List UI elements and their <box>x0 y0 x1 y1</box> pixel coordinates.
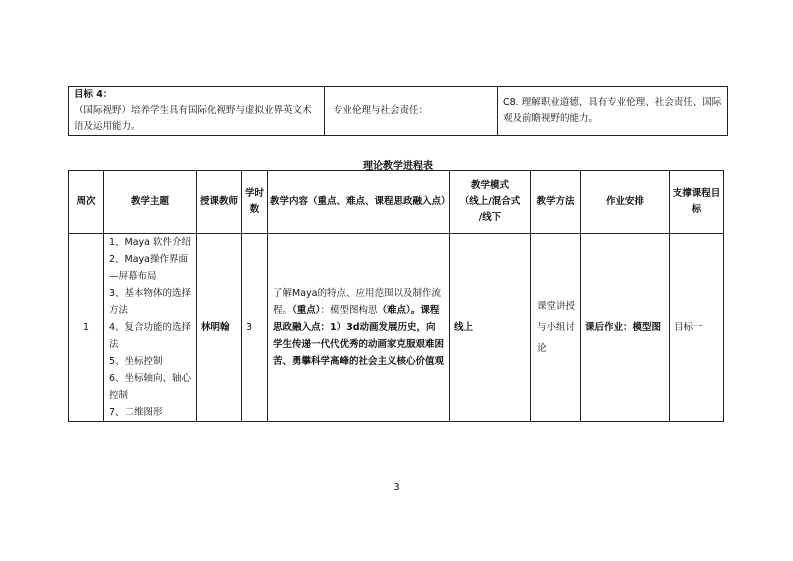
header-content: 教学内容（重点、难点、课程思政融入点） <box>268 171 450 234</box>
header-week: 周次 <box>69 171 104 234</box>
page-number: 3 <box>393 482 400 493</box>
goal-middle: 专业伦理与社会责任： <box>325 87 498 136</box>
header-method: 教学方法 <box>531 171 581 234</box>
cell-topics <box>104 234 197 422</box>
header-hours: 学时数 <box>242 171 268 234</box>
topic-item: 6、坐标轴向、轴心控制 <box>109 373 192 401</box>
schedule-header-row <box>69 171 724 234</box>
goal-text: （国际视野）培养学生具有国际化视野与虚拟业界英文术语及运用能力。 <box>74 105 312 132</box>
header-homework: 作业安排 <box>581 171 670 234</box>
content-key-mid: ：模型图构思 <box>320 305 378 316</box>
schedule-title: 理论教学进程表 <box>363 161 433 172</box>
goal-cell <box>69 87 325 136</box>
content-politics: 。课程思政融入点：1）3d动画发展历史，向学生传递一代代优秀的动画家克服艰难困苦、勇攀科学高峰的社会主义核心价值观 <box>273 305 445 367</box>
header-support: 支撑课程目标 <box>670 171 724 234</box>
goal-label: 目标 4： <box>74 89 113 100</box>
schedule-row <box>69 234 724 422</box>
cell-method: 课堂讲授与小组讨论 <box>531 234 581 422</box>
goal-row <box>69 87 728 136</box>
header-mode-sub1: （线上/混合式 <box>459 196 521 207</box>
goal-table <box>68 86 728 136</box>
cell-hours: 3 <box>242 234 268 422</box>
topic-item: 5、坐标控制 <box>109 356 163 367</box>
cell-homework: 课后作业：模型图 <box>581 234 670 422</box>
topic-item: 3、基本物体的选择方法 <box>109 288 192 316</box>
header-teacher: 授课教师 <box>197 171 242 234</box>
cell-teacher: 林明翰 <box>197 234 242 422</box>
header-mode <box>450 171 531 234</box>
topic-item: 2、Maya操作界面—屏幕布局 <box>109 254 189 282</box>
topic-item: 4、复合功能的选择法 <box>109 322 192 350</box>
topic-item: 1、Maya 软件介绍 <box>109 237 192 248</box>
header-mode-title: 教学模式 <box>470 180 509 191</box>
content-key-label: （重点） <box>292 305 321 316</box>
goal-right: C8. 理解职业道德、具有专业伦理、社会责任、国际观及前瞻视野的能力。 <box>498 87 728 136</box>
cell-mode: 线上 <box>450 234 531 422</box>
header-topic: 教学主题 <box>104 171 197 234</box>
content-intro: 了解Maya的特点、应用范围以及制作流程。 <box>273 288 441 316</box>
schedule-table <box>68 170 724 422</box>
cell-week: 1 <box>69 234 104 422</box>
header-mode-sub2: /线下 <box>478 212 502 223</box>
cell-support: 目标一 <box>670 234 724 422</box>
topic-item: 7、二维图形 <box>109 407 163 418</box>
content-diff-label: （难点） <box>377 305 411 316</box>
cell-content <box>268 234 450 422</box>
